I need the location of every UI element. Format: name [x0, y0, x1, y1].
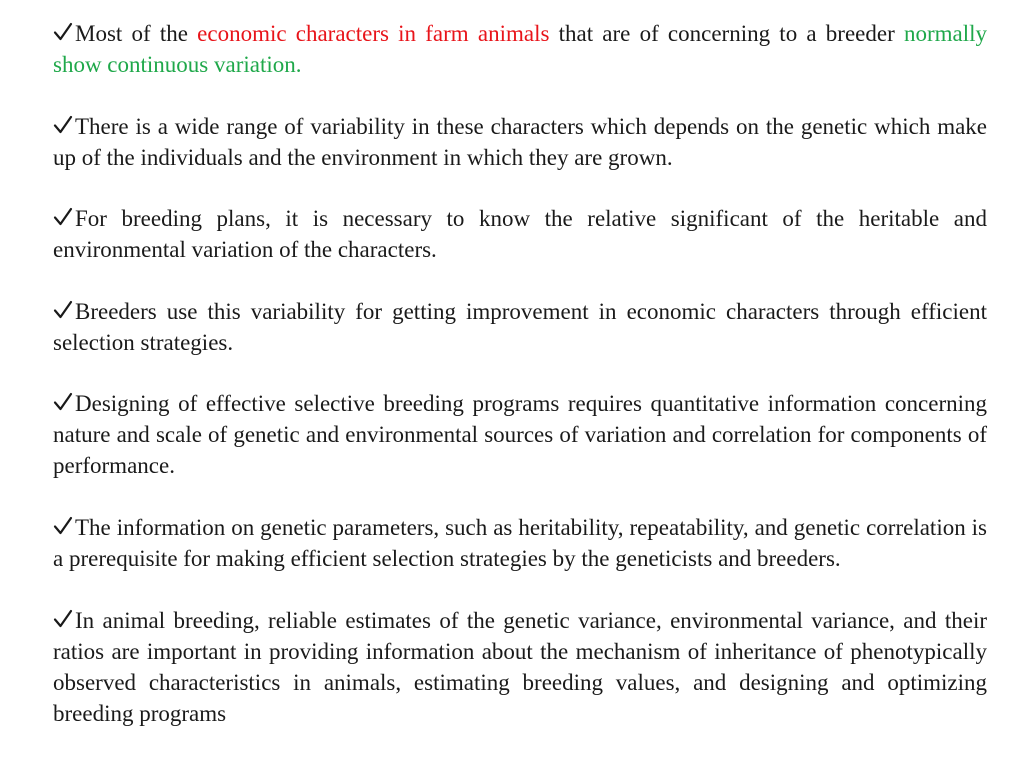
bullet-item: [53, 296, 987, 358]
bullet-text: The information on genetic parameters, such as heritability, repeatability, and genetic correlation is a prerequisite for making efficient selection strategies by the geneticists and breeders.: [53, 514, 987, 571]
bullet-text: Most of the: [75, 21, 198, 46]
checkmark-icon: [53, 392, 73, 412]
bullet-text: Breeders use this variability for getting improvement in economic characters through efficient selection strategies.: [53, 298, 987, 355]
highlight-green-text: normally show continuous variation.: [53, 21, 987, 77]
checkmark-icon: [53, 207, 73, 227]
bullet-item: [53, 18, 987, 80]
bullet-item: [53, 512, 987, 574]
checkmark-icon: [53, 516, 73, 536]
bullet-item: [53, 111, 987, 173]
bullet-text: Designing of effective selective breeding programs requires quantitative information concerning nature and scale of genetic and environmental sources of variation and correlation for components of performance.: [53, 391, 987, 479]
checkmark-icon: [53, 609, 73, 629]
bullet-text: In animal breeding, reliable estimates of the genetic variance, environmental variance, and their ratios are important in providing information about the mechanism of inheritance of phenotypically observed characteristics in animals, estimating breeding values, and designing and optimizing breeding programs: [53, 607, 987, 726]
bullet-text: There is a wide range of variability in these characters which depends on the genetic which make up of the individuals and the environment in which they are grown.: [53, 113, 987, 170]
bullet-text: that are of concerning to a breeder: [549, 21, 904, 46]
checkmark-icon: [53, 300, 73, 320]
highlight-red-text: economic characters in farm animals: [197, 21, 550, 46]
bullet-list: [53, 18, 987, 729]
bullet-item: [53, 605, 987, 729]
bullet-item: [53, 203, 987, 265]
checkmark-icon: [53, 115, 73, 135]
bullet-item: [53, 388, 987, 481]
checkmark-icon: [53, 22, 73, 42]
bullet-text: For breeding plans, it is necessary to know the relative significant of the heritable and environmental variation of the characters.: [53, 206, 987, 263]
